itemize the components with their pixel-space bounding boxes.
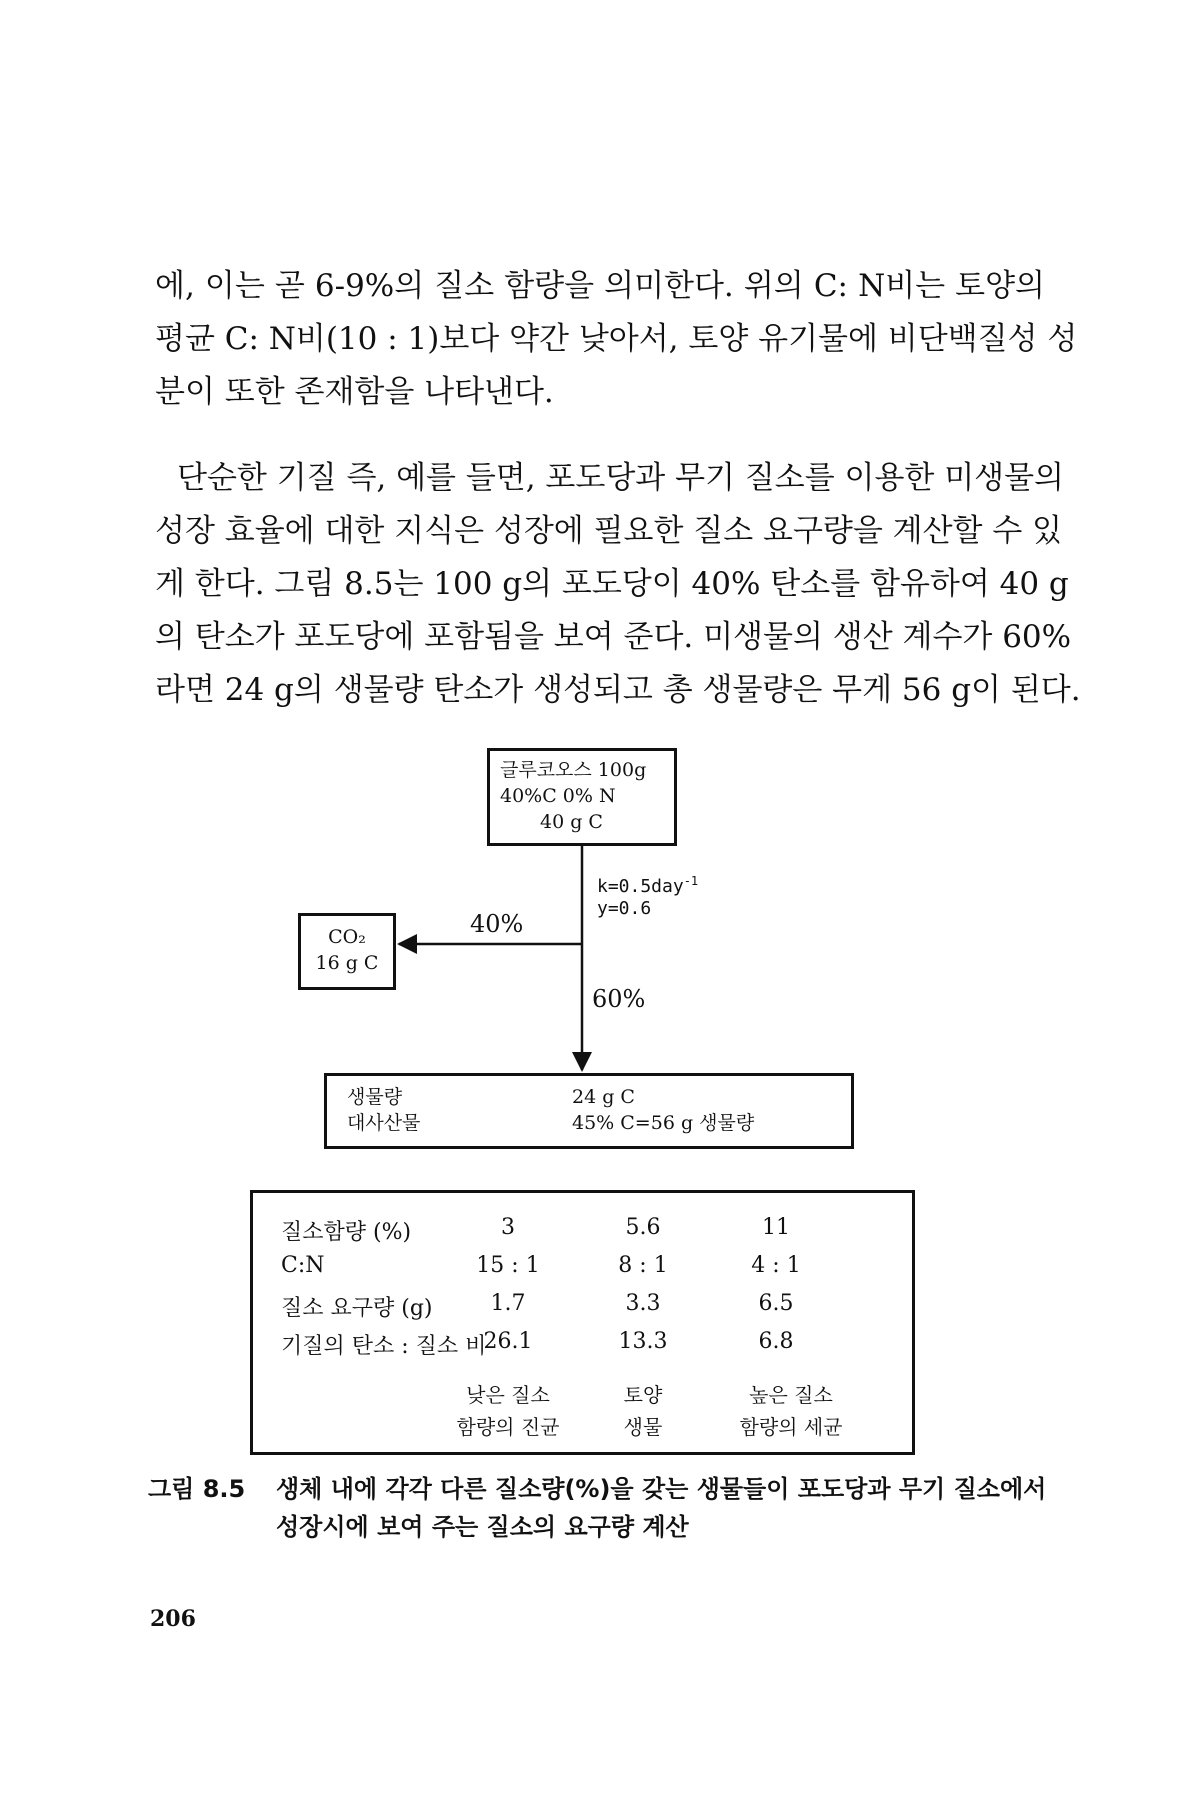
cell-soil: 5.6 <box>625 1215 661 1240</box>
category-line: 낮은 질소 <box>466 1383 550 1407</box>
category-line: 토양 <box>623 1383 663 1407</box>
glucose-carbon: 40 g C <box>540 811 603 833</box>
paragraph-line: 분이 또한 존재함을 나타낸다. <box>155 374 554 410</box>
cell-bacteria: 6.8 <box>758 1329 794 1354</box>
category-line: 높은 질소 <box>749 1383 833 1407</box>
paragraph-line: 에, 이는 곧 6-9%의 질소 함량을 의미한다. 위의 C: N비는 토양의 <box>155 268 1045 304</box>
paragraph-line: 단순한 기질 즉, 예를 들면, 포도당과 무기 질소를 이용한 미생물의 <box>177 460 1064 496</box>
category-line: 생물 <box>623 1415 663 1439</box>
metabolite-label: 대사산물 <box>347 1112 421 1134</box>
cell-fungi: 1.7 <box>490 1291 526 1316</box>
row-label: 질소함량 (%) <box>281 1220 412 1245</box>
category-line: 함량의 진균 <box>456 1415 560 1439</box>
category-line: 함량의 세균 <box>739 1415 843 1439</box>
figure-caption <box>148 1470 1048 1546</box>
biomass-row <box>347 1084 831 1110</box>
cell-bacteria: 11 <box>762 1215 790 1240</box>
co2-percent-label: 40% <box>470 910 524 938</box>
cell-fungi: 26.1 <box>483 1329 533 1354</box>
cell-fungi: 15 : 1 <box>476 1253 540 1278</box>
co2-box <box>298 913 396 990</box>
biomass-box <box>324 1073 854 1149</box>
co2-label: CO₂ <box>328 926 366 948</box>
rate-y-label: y=0.6 <box>597 898 652 919</box>
biomass-percent-label: 60% <box>592 985 646 1013</box>
cell-bacteria: 6.5 <box>758 1291 794 1316</box>
rate-k-text: k=0.5day <box>597 876 684 897</box>
figure-number: 그림 8.5 <box>148 1475 246 1503</box>
paragraph-2 <box>155 452 1081 717</box>
row-label: C:N <box>281 1253 325 1278</box>
metabolite-row <box>347 1110 831 1136</box>
cell-soil: 8 : 1 <box>618 1253 668 1278</box>
glucose-label: 글루코오스 100g <box>500 759 647 781</box>
category-fungi <box>438 1379 578 1443</box>
metabolite-value: 45% C=56 g 생물량 <box>572 1112 755 1134</box>
rate-k-exponent: -1 <box>683 874 699 888</box>
page-number: 206 <box>150 1606 196 1632</box>
cell-soil: 3.3 <box>625 1291 661 1316</box>
paragraph-line: 성장 효율에 대한 지식은 성장에 필요한 질소 요구량을 계산할 수 있 <box>155 513 1063 549</box>
biomass-carbon: 24 g C <box>572 1086 635 1108</box>
paragraph-line: 게 한다. 그림 8.5는 100 g의 포도당이 40% 탄소를 함유하여 40 g <box>155 566 1069 602</box>
category-soil <box>573 1379 713 1443</box>
paragraph-1 <box>155 260 1078 419</box>
caption-text: 생체 내에 각각 다른 질소량(%)을 갖는 생물들이 포도당과 무기 질소에서 성장시에 보여 주는 질소의 요구량 계산 <box>276 1475 1047 1541</box>
cell-fungi: 3 <box>501 1215 515 1240</box>
paragraph-line: 평균 C: N비(10 : 1)보다 약간 낮아서, 토양 유기물에 비단백질성 성 <box>155 321 1078 357</box>
nitrogen-requirement-table <box>250 1190 915 1455</box>
category-bacteria <box>721 1379 861 1443</box>
glucose-box <box>487 748 677 846</box>
paragraph-line: 의 탄소가 포도당에 포함됨을 보여 준다. 미생물의 생산 계수가 60% <box>155 619 1072 655</box>
row-label: 기질의 탄소 : 질소 비 <box>281 1334 487 1359</box>
row-label: 질소 요구량 (g) <box>281 1296 433 1321</box>
paragraph-line: 라면 24 g의 생물량 탄소가 생성되고 총 생물량은 무게 56 g이 된다. <box>155 672 1081 708</box>
cell-bacteria: 4 : 1 <box>751 1253 801 1278</box>
biomass-label: 생물량 <box>347 1086 403 1108</box>
cell-soil: 13.3 <box>618 1329 668 1354</box>
glucose-composition: 40%C 0% N <box>500 785 616 807</box>
co2-carbon: 16 g C <box>315 952 379 974</box>
